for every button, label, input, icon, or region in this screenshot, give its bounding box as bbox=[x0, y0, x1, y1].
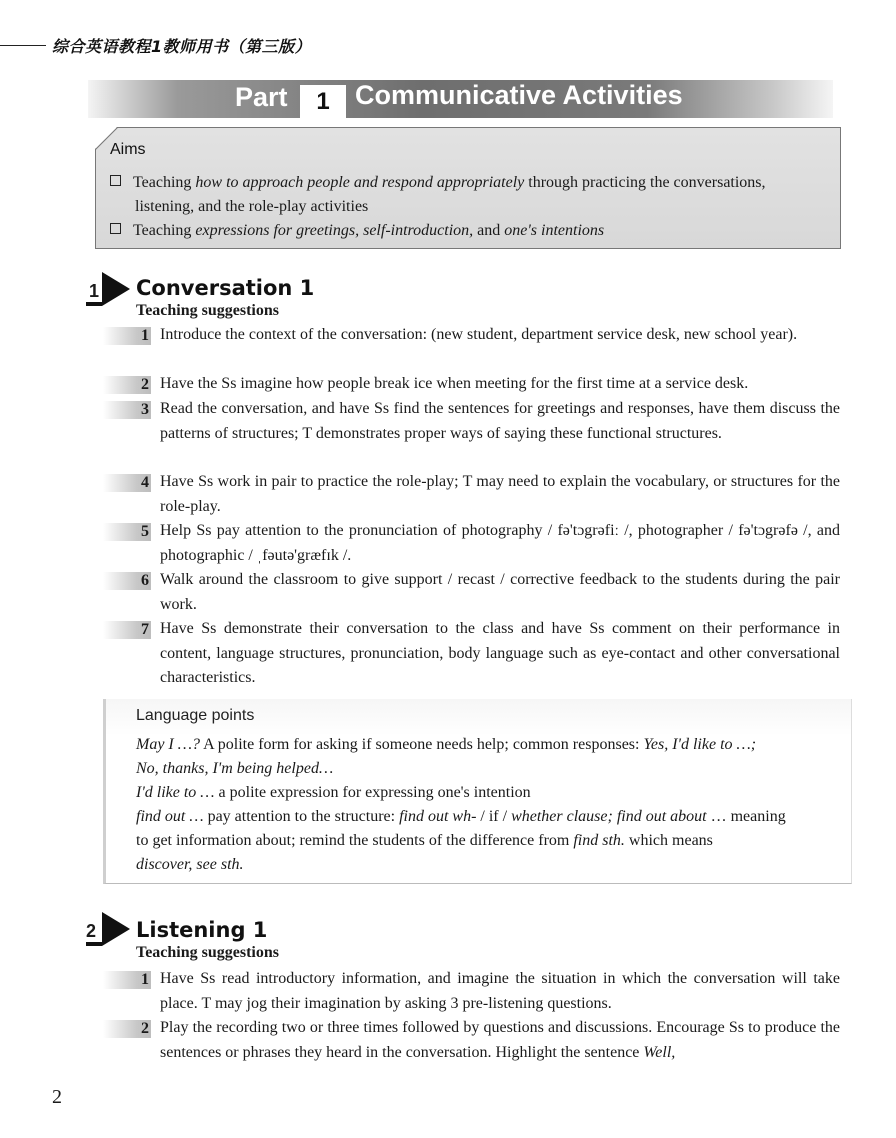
book-title: 综合英语教程1教师用书（第三版） bbox=[52, 37, 312, 56]
part-title: Communicative Activities bbox=[355, 80, 683, 110]
aim-item: Teaching how to approach people and respond appropriately through practicing the conversations, bbox=[110, 171, 835, 195]
aim-item: Teaching expressions for greetings, self-introduction, and one's intentions bbox=[110, 219, 835, 243]
teaching-suggestions-heading: Teaching suggestions bbox=[136, 944, 279, 961]
step-number: 3 bbox=[103, 401, 151, 419]
language-point-continued: No, thanks, I'm being helped… bbox=[136, 760, 334, 777]
checkbox-icon bbox=[110, 175, 121, 186]
header-rule bbox=[0, 45, 46, 46]
language-point: find out … pay attention to the structure: find out wh- / if / whether clause; find out about … meaning bbox=[136, 808, 786, 825]
step-number: 6 bbox=[103, 572, 151, 590]
section-title-conversation: Conversation 1 bbox=[136, 276, 315, 300]
step-text: Have the Ss imagine how people break ice when meeting for the first time at a service desk. bbox=[160, 375, 749, 392]
step-number: 4 bbox=[103, 474, 151, 492]
language-point: I'd like to … a polite expression for expressing one's intention bbox=[136, 784, 531, 801]
step-number: 1 bbox=[103, 971, 151, 989]
step-text: Have Ss demonstrate their conversation to the class and have Ss comment on their performance in content, language structures, pronunciation, body language such as eye-contact and other conversational characteristics. bbox=[160, 620, 840, 686]
aims-title: Aims bbox=[110, 141, 146, 158]
step-text: Help Ss pay attention to the pronunciation of photography / fə'tɔgrəfiː /, photographer / fə'tɔgrəfə /, and photographic / ˌfəutə'græfɪk /. bbox=[160, 522, 840, 564]
step-number: 2 bbox=[103, 376, 151, 394]
language-points-title: Language points bbox=[136, 707, 255, 724]
step-text: Introduce the context of the conversation: (new student, department service desk, new school year). bbox=[160, 326, 798, 343]
step-text: Walk around the classroom to give support / recast / corrective feedback to the students during the pair work. bbox=[160, 571, 840, 613]
section-number: 2 bbox=[86, 921, 97, 941]
page-number: 2 bbox=[52, 1086, 62, 1108]
checkbox-icon bbox=[110, 223, 121, 234]
part-label: Part bbox=[235, 82, 288, 112]
step-text: Have Ss work in pair to practice the role-play; T may need to explain the vocabulary, or structures for the role-play. bbox=[160, 473, 840, 515]
language-point: May I …? A polite form for asking if someone needs help; common responses: Yes, I'd like to …; bbox=[136, 736, 757, 753]
section-title-listening: Listening 1 bbox=[136, 918, 268, 942]
aim-item-continued: listening, and the role-play activities bbox=[135, 198, 369, 215]
step-text: Read the conversation, and have Ss find the sentences for greetings and responses, have them discuss the patterns of structures; T demonstrates proper ways of saying these functional structures. bbox=[160, 400, 840, 442]
step-text: Play the recording two or three times followed by questions and discussions. Encourage Ss to produce the sentences or phrases they heard in the conversation. Highlight the sentence Well, bbox=[160, 1019, 840, 1061]
teaching-suggestions-heading: Teaching suggestions bbox=[136, 302, 279, 319]
part-number: 1 bbox=[316, 88, 330, 115]
step-number: 1 bbox=[103, 327, 151, 345]
language-point-continued: to get information about; remind the students of the difference from find sth. which means bbox=[136, 832, 713, 849]
step-number: 2 bbox=[103, 1020, 151, 1038]
step-number: 5 bbox=[103, 523, 151, 541]
step-number: 7 bbox=[103, 621, 151, 639]
step-text: Have Ss read introductory information, and imagine the situation in which the conversation will take place. T may jog their imagination by asking 3 pre-listening questions. bbox=[160, 970, 840, 1012]
section-number: 1 bbox=[89, 281, 100, 301]
language-point-continued: discover, see sth. bbox=[136, 856, 244, 873]
